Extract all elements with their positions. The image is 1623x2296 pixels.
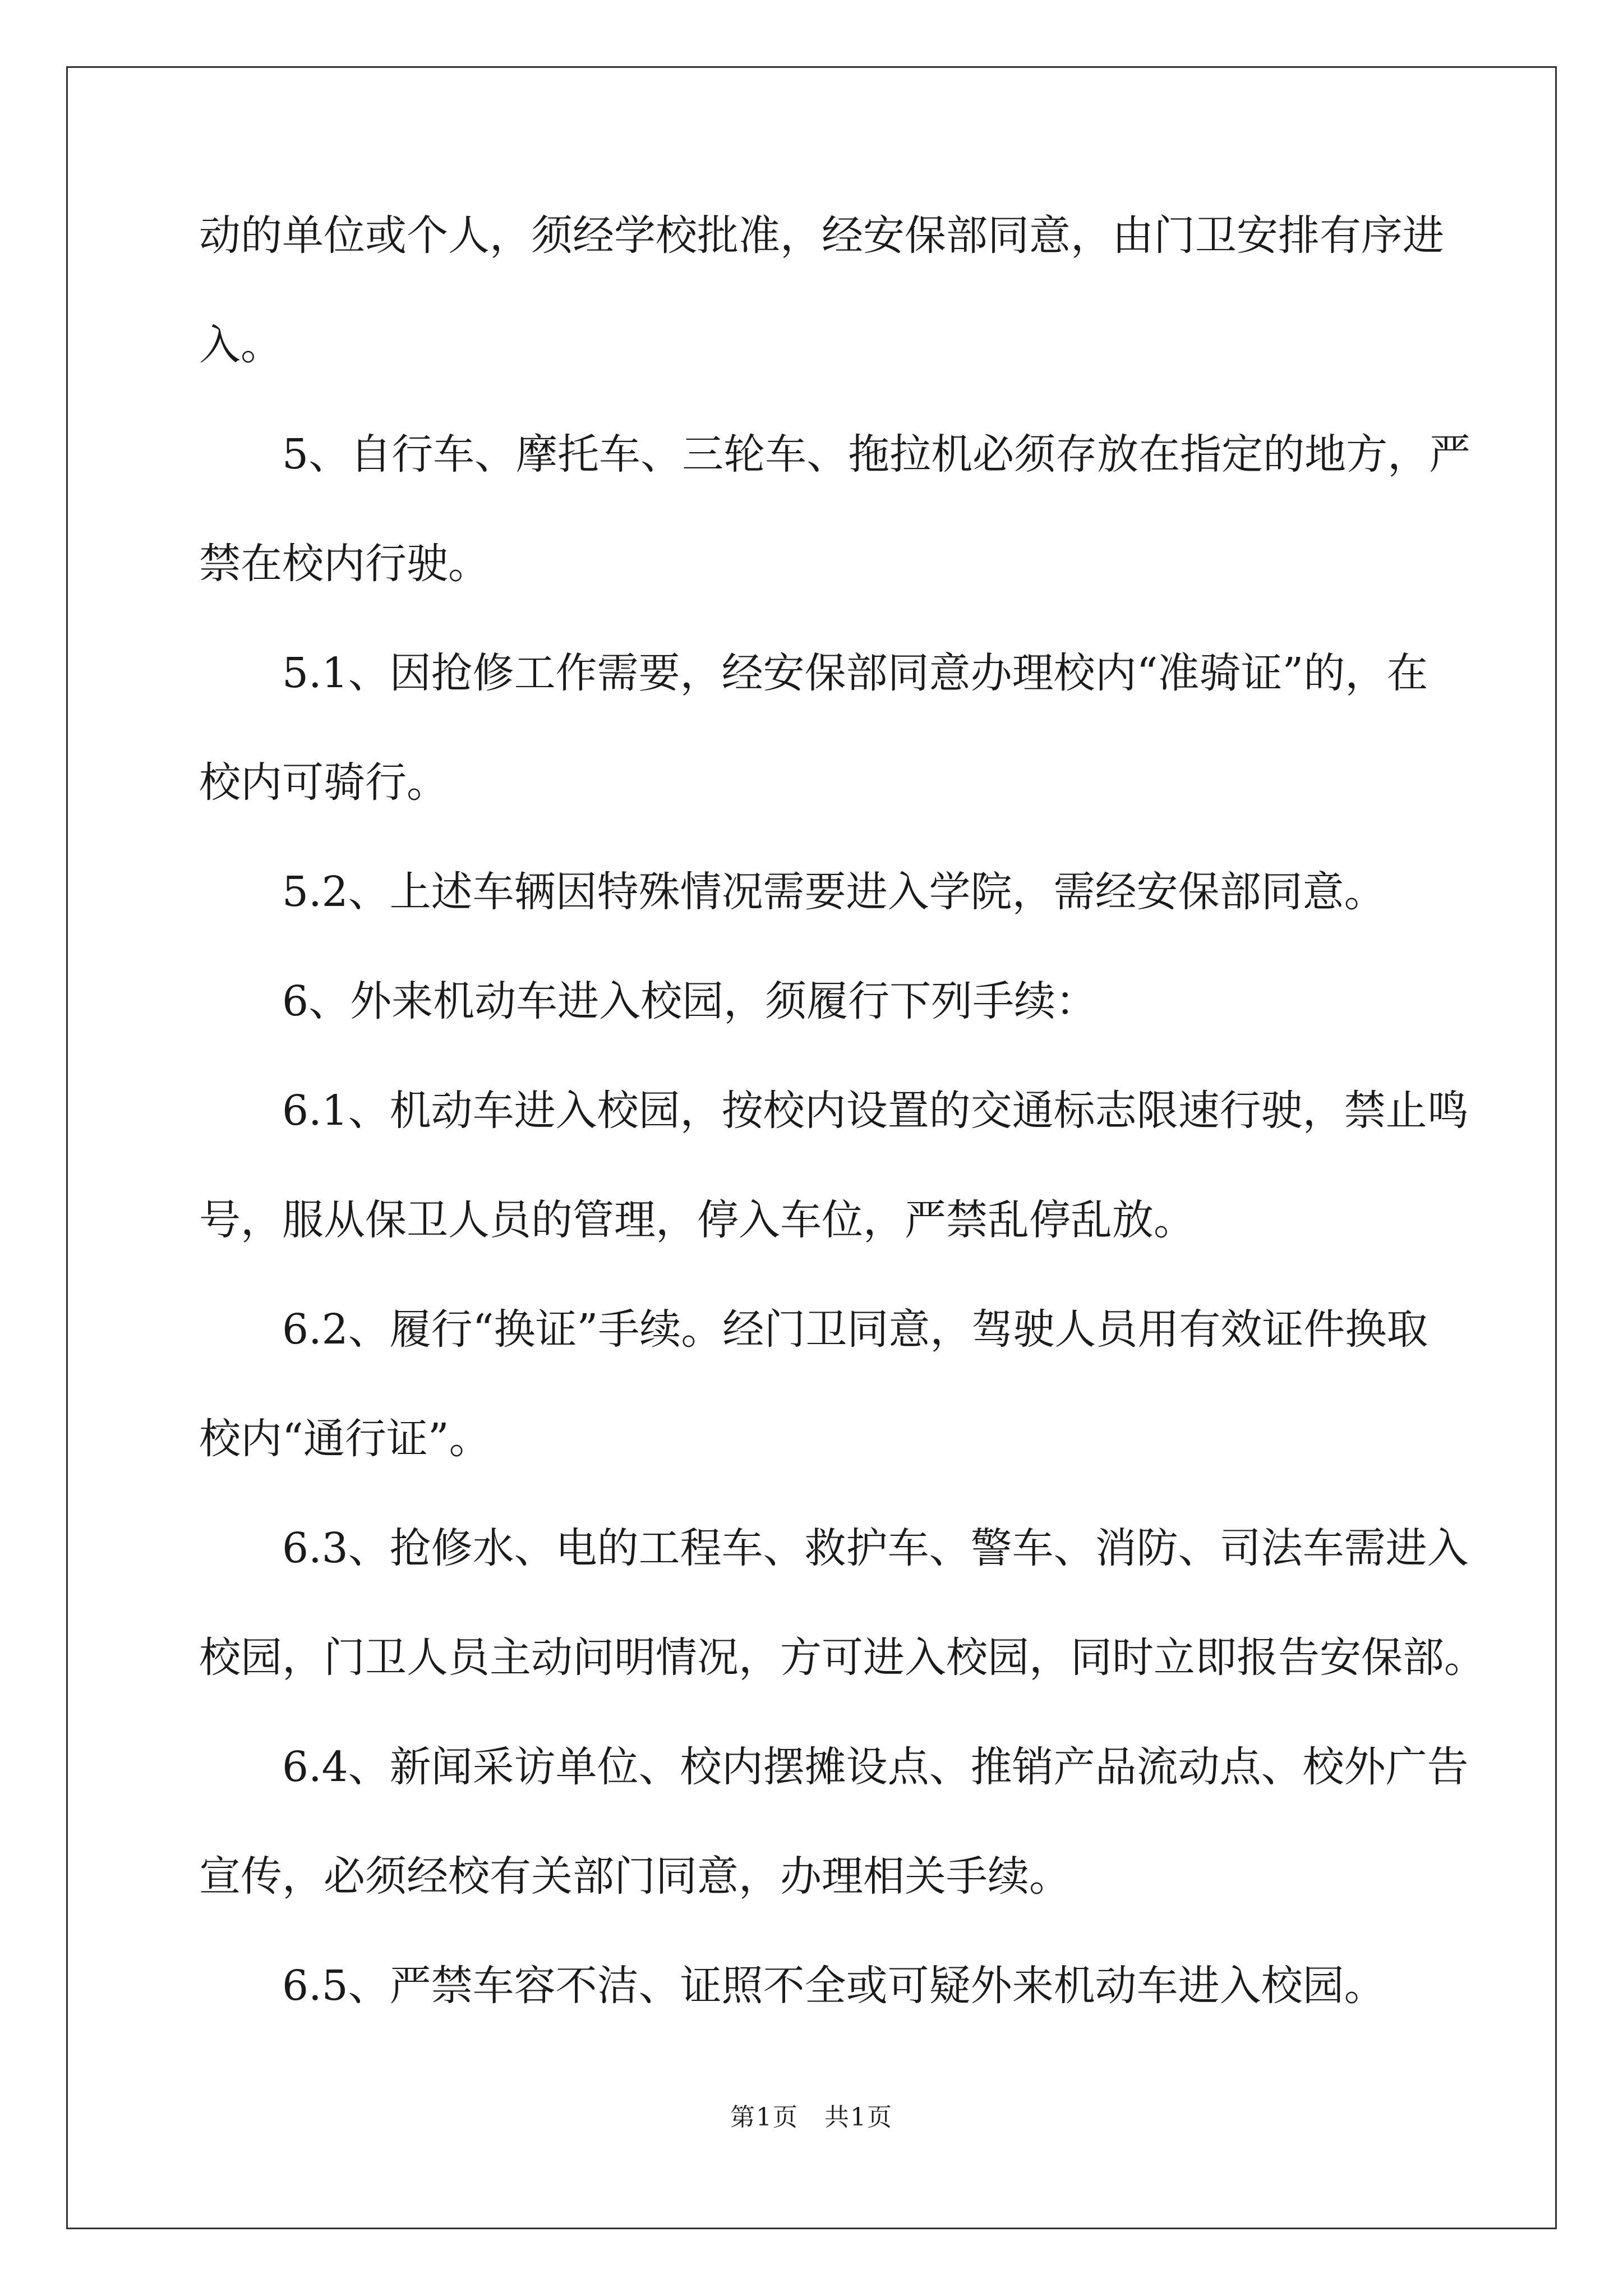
text-line-11: 6.2、履行“换证”手续。经门卫同意，驾驶人员用有效证件换取: [199, 1305, 1428, 1354]
text-line-3: 5、自行车、摩托车、三轮车、拖拉机必须存放在指定的地方，严: [199, 430, 1471, 478]
text-line-7: 5.2、上述车辆因特殊情况需要进入学院，需经安保部同意。: [199, 868, 1386, 916]
text-line-6: 校内可骑行。: [199, 758, 448, 807]
text-line-2: 入。: [199, 321, 282, 369]
text-line-13: 6.3、抢修水、电的工程车、救护车、警车、消防、司法车需进入: [199, 1524, 1469, 1572]
text-line-4: 禁在校内行驶。: [199, 540, 490, 588]
text-line-8: 6、外来机动车进入校园，须履行下列手续：: [199, 977, 1098, 1025]
text-line-5: 5.1、因抢修工作需要，经安保部同意办理校内“准骑证”的，在: [199, 649, 1428, 697]
text-line-9: 6.1、机动车进入校园，按校内设置的交通标志限速行驶，禁止鸣: [199, 1087, 1469, 1135]
page-number-footer: 第1页 共1页: [730, 2103, 893, 2132]
page-border: [66, 66, 1557, 2229]
text-line-15: 6.4、新闻采访单位、校内摆摊设点、推销产品流动点、校外广告: [199, 1743, 1469, 1791]
text-line-1: 动的单位或个人，须经学校批准，经安保部同意，由门卫安排有序进: [199, 211, 1444, 260]
text-line-12: 校内“通行证”。: [199, 1415, 491, 1463]
text-line-16: 宣传，必须经校有关部门同意，办理相关手续。: [199, 1852, 1071, 1901]
text-line-10: 号，服从保卫人员的管理，停入车位，严禁乱停乱放。: [199, 1196, 1195, 1244]
text-line-17: 6.5、严禁车容不洁、证照不全或可疑外来机动车进入校园。: [199, 1962, 1386, 2010]
text-line-14: 校园，门卫人员主动问明情况，方可进入校园，同时立即报告安保部。: [199, 1634, 1486, 1682]
